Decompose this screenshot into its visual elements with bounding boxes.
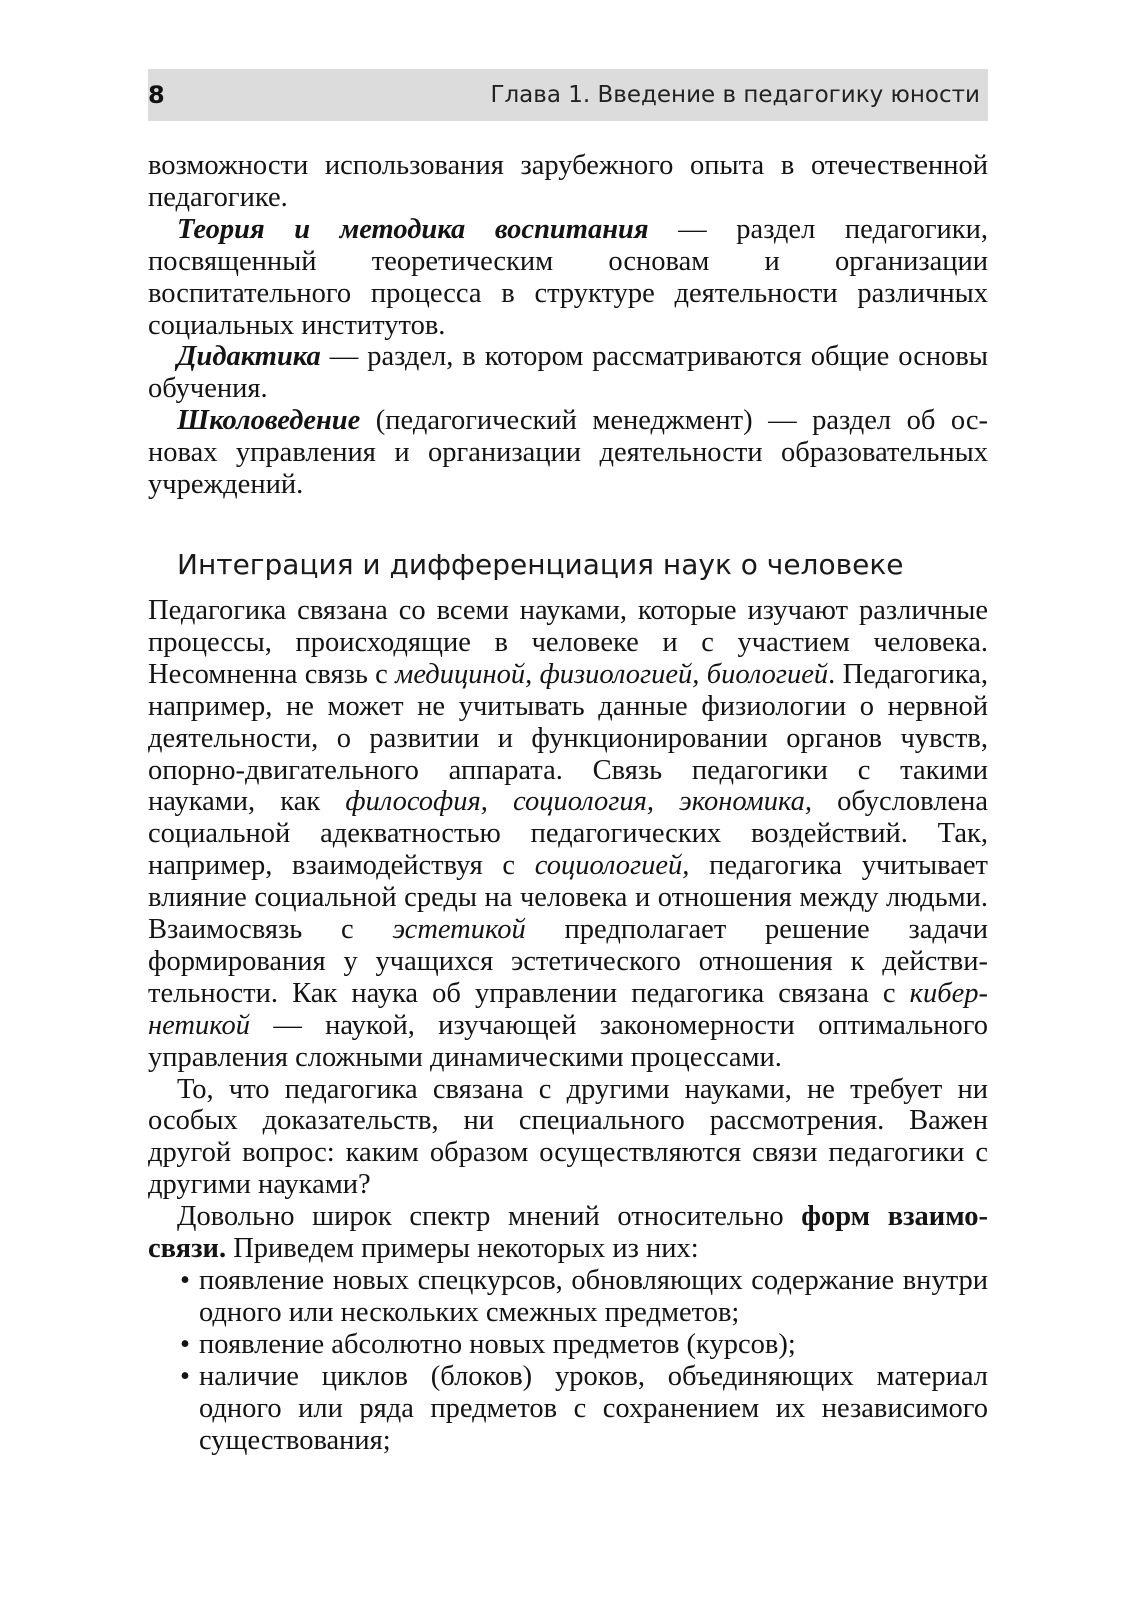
page-number: 8 xyxy=(148,81,165,109)
running-head xyxy=(148,69,988,121)
paragraph-school-studies: Школоведение (педагогический менеджмент) — раздел об основах управления и организации деятельности образовательных учреждений. xyxy=(148,405,988,501)
term-school-studies: Школоведение xyxy=(177,405,361,437)
list-item: • наличие циклов (блоков) уроков, объединяющих материал одного или ряда предметов с сохранением их независимого существования; xyxy=(178,1361,988,1457)
paragraph-forms: Довольно широк спектр мнений относительно форм взаимосвязи. Приведем примеры некоторых из них: xyxy=(148,1201,988,1265)
list-item: • появление новых спецкурсов, обновляющих содержание внутри одного или нескольких смежных предметов; xyxy=(178,1265,988,1329)
paragraph-continuation: возможности использования зарубежного опыта в отечественной педагогике. xyxy=(148,150,988,213)
paragraph-theory: Теория и методика воспитания — раздел педагогики, посвященный теоретическим основам и организации воспитательного процесса в структуре деятельности различных социальных институтов. xyxy=(148,213,988,341)
chapter-title: Глава 1. Введение в педагогику юности xyxy=(490,82,980,108)
term-theory: Теория и методика воспитания xyxy=(177,213,649,245)
term-didactics: Дидактика xyxy=(177,341,321,373)
paragraph-didactics: Дидактика — раздел, в котором рассматриваются общие основы обучения. xyxy=(148,341,988,405)
section-heading: Интеграция и дифференциация наук о человеке xyxy=(177,547,904,581)
paragraph-connections: Педагогика связана со всеми науками, которые изучают различные процессы, происходящие в человеке и с участием человека. Несомненна связь с медициной, физиологией, биологией. Педагогика, например, не может не учитывать данные физиологии о нервной деятельности, о развитии и функционировании органов чувств, опорно-двигательного аппарата. Связь педагогики с такими науками, как философия, социология, экономика, обусловлена социальной адекватностью педагогических воздействий. Так, например, взаимодействуя с социологией, педагогика учитывает влияние социальной среды на человека и отношения между людьми. Взаимосвязь с эстетикой предполагает решение задачи формирования у учащихся эстетического отношения к действительности. Как наука об управлении педагогика связана с кибернетикой — наукой, изучающей закономерности оптимального управления сложными динамическими процессами. xyxy=(148,594,989,1073)
page-body xyxy=(148,150,988,1456)
forms-list xyxy=(148,1265,988,1456)
list-item: • появление абсолютно новых предметов (курсов); xyxy=(178,1329,988,1361)
paragraph-question: То, что педагогика связана с другими науками, не требует ни особых доказательств, ни специального рассмотрения. Важен другой вопрос: каким образом осуществляются связи педагогики с другими науками? xyxy=(148,1073,988,1201)
